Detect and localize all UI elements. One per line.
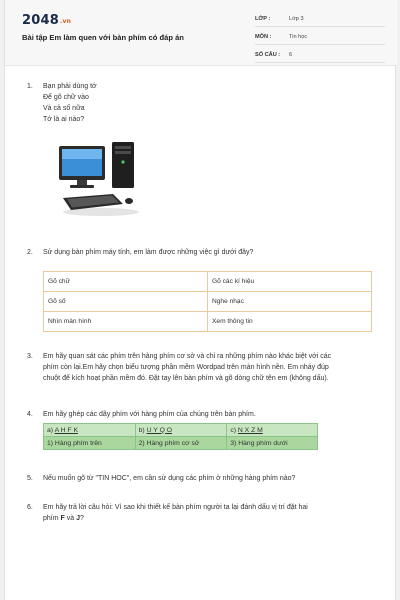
question-text: Sử dụng bàn phím máy tính, em làm được những việc gì dưới đây? [43,249,254,256]
key-row-cell: 1) Hàng phím trên [44,437,136,450]
question-number: 2. [27,249,33,256]
table-row [44,424,318,437]
text-segment: và [64,515,77,522]
key-sequence: U Y Q O [146,426,173,434]
key-sequence-cell [135,424,227,437]
question-line [43,513,379,524]
answer-option: Gõ số [44,292,208,312]
computer-illustration [57,138,143,218]
meta-value: 6 [289,52,293,58]
option-prefix: a) [47,426,54,434]
meta-label: LỚP : [255,16,271,22]
question-text: Nếu muốn gõ từ "TIN HOC", em cần sử dụng các phím ở những hàng phím nào? [43,475,296,482]
document-title: Bài tập Em làm quen với bàn phím có đáp án [22,33,184,42]
site-logo[interactable] [22,13,71,28]
meta-value: Tin học [289,34,308,40]
table-row [44,312,372,332]
question-line: Để gõ chữ vào [43,94,89,101]
key-row-cell: 2) Hàng phím cơ sở [135,437,227,450]
logo-suffix: .vn [59,18,72,25]
question-text [43,81,379,125]
key-label: F [60,515,65,522]
question-line: chuột để kích hoạt phần mềm đó. Đặt tay lên bàn phím và gõ dòng chữ tên em (không dấu). [43,375,329,382]
question-line: Em hãy quan sát các phím trên hàng phím cơ sở và chỉ ra những phím nào khác biệt với các [43,353,332,360]
key-sequence: N X Z M [237,426,263,434]
key-row-cell: 3) Hàng phím dưới [227,437,318,450]
document-header [5,0,397,66]
question-text [43,502,379,524]
key-sequence-cell [44,424,136,437]
table-row [44,437,318,450]
meta-value: Lớp 3 [289,16,304,22]
answer-option: Xem thông tin [208,312,372,332]
meta-row-subject [255,31,385,45]
question-line: Tớ là ai nào? [43,116,85,123]
meta-label: MÔN : [255,34,272,40]
question-line: phím còn lại.Em hãy chọn biểu tượng phần mềm Wordpad trên màn hình nền. Em nháy đúp [43,364,329,371]
document-page [4,0,396,600]
answer-option: Gõ chữ [44,272,208,292]
meta-row-count [255,49,385,63]
meta-row-class [255,13,385,27]
question-line: Em hãy trả lời câu hỏi: Vì sao khi thiết kế bàn phím người ta lại đánh dấu vị trí đặt hai [43,504,308,511]
question-number: 4. [27,411,33,418]
question-text [43,351,379,384]
question-number: 3. [27,353,33,360]
answer-table [43,271,372,332]
text-segment: phím [43,515,61,522]
document-meta [255,13,385,67]
logo-text: 2048 [22,13,59,28]
matching-table [43,423,318,450]
question-text: Em hãy ghép các dãy phím với hàng phím của chúng trên bàn phím. [43,411,256,418]
question-number: 5. [27,475,33,482]
table-row [44,292,372,312]
question-line: Bạn phải dùng tớ [43,83,97,90]
option-prefix: c) [230,426,236,434]
answer-option: Nghe nhạc [208,292,372,312]
question-number: 6. [27,504,33,511]
text-segment: ? [80,515,84,522]
key-sequence-cell [227,424,318,437]
answer-option: Nhìn màn hình [44,312,208,332]
question-number: 1. [27,83,33,90]
question-line: Và cả số nữa [43,105,85,112]
answer-option: Gõ các kí hiệu [208,272,372,292]
option-prefix: b) [138,426,145,434]
key-label: J [76,515,80,522]
meta-label: SỐ CÂU : [255,52,281,58]
table-row [44,272,372,292]
key-sequence: A H F K [54,426,78,434]
